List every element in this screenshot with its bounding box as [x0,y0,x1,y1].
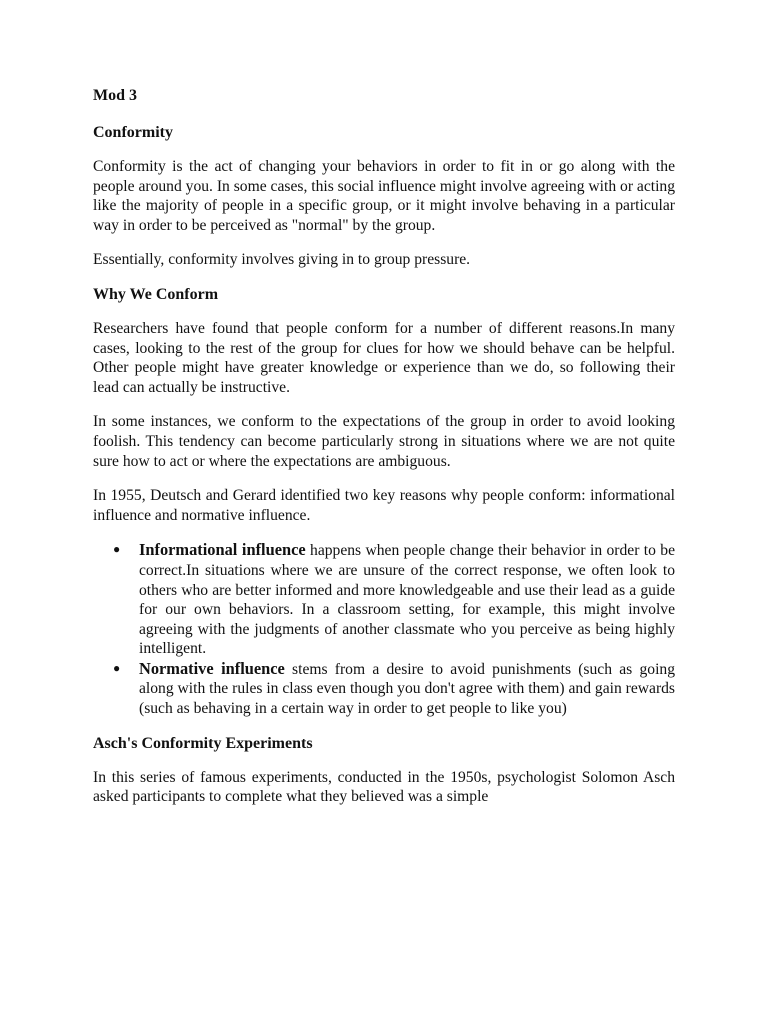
paragraph-conformity-summary: Essentially, conformity involves giving in to group pressure. [93,251,471,269]
paragraph-conformity-definition: Conformity is the act of changing your behaviors in order to fit in or go along with the people around you. In some cases, this social influence might involve agreeing with or acting like the majority of people in a specific group, or it might involve behaving in a particular way in order to be perceived as "normal" by the group. [93,158,676,234]
heading-asch-experiments: Asch's Conformity Experiments [93,734,313,752]
term-normative-influence: Normative influence [139,658,285,678]
paragraph-why-foolish: In some instances, we conform to the expectations of the group in order to avoid looking foolish. This tendency can become particularly strong in situations where we are not quite sure how to act or where the expectations are ambiguous. [93,413,675,470]
text-informational-influence: happens when people change their behavior in order to be correct.In situations where we are unsure of the correct response, we often look to others who are better informed and more knowledgeable and use their lead as a guide for our own behaviors. In a classroom setting, for example, this might involve agreeing with the judgments of another classmate who you perceive as being highly intelligent. [139,542,675,658]
term-informational-influence: Informational influence [139,540,306,560]
heading-why-we-conform: Why We Conform [93,285,219,303]
bullet-icon: ● [113,542,121,557]
influence-list [93,540,675,718]
paragraph-asch-intro: In this series of famous experiments, conducted in the 1950s, psychologist Solomon Asch asked participants to complete what they believed was a simple [93,768,675,806]
heading-conformity: Conformity [93,124,173,141]
document-page [93,86,675,807]
paragraph-deutsch-gerard: In 1955, Deutsch and Gerard identified two key reasons why people conform: informational influence and normative influence. [93,487,675,524]
module-title: Mod 3 [93,87,137,104]
bullet-icon: ● [113,660,121,675]
paragraph-why-reasons: Researchers have found that people conform for a number of different reasons.In many cases, looking to the rest of the group for clues for how we should behave can be helpful. Other people might have greater knowledge or experience than we do, so following their lead can actually be instructive. [93,319,675,396]
list-item-normative [93,659,675,719]
text-normative-influence: stems from a desire to avoid punishments (such as going along with the rules in class even though you don't agree with them) and gain rewards (such as behaving in a certain way in order to get people to like you) [139,660,675,718]
list-item-informational [93,540,675,659]
